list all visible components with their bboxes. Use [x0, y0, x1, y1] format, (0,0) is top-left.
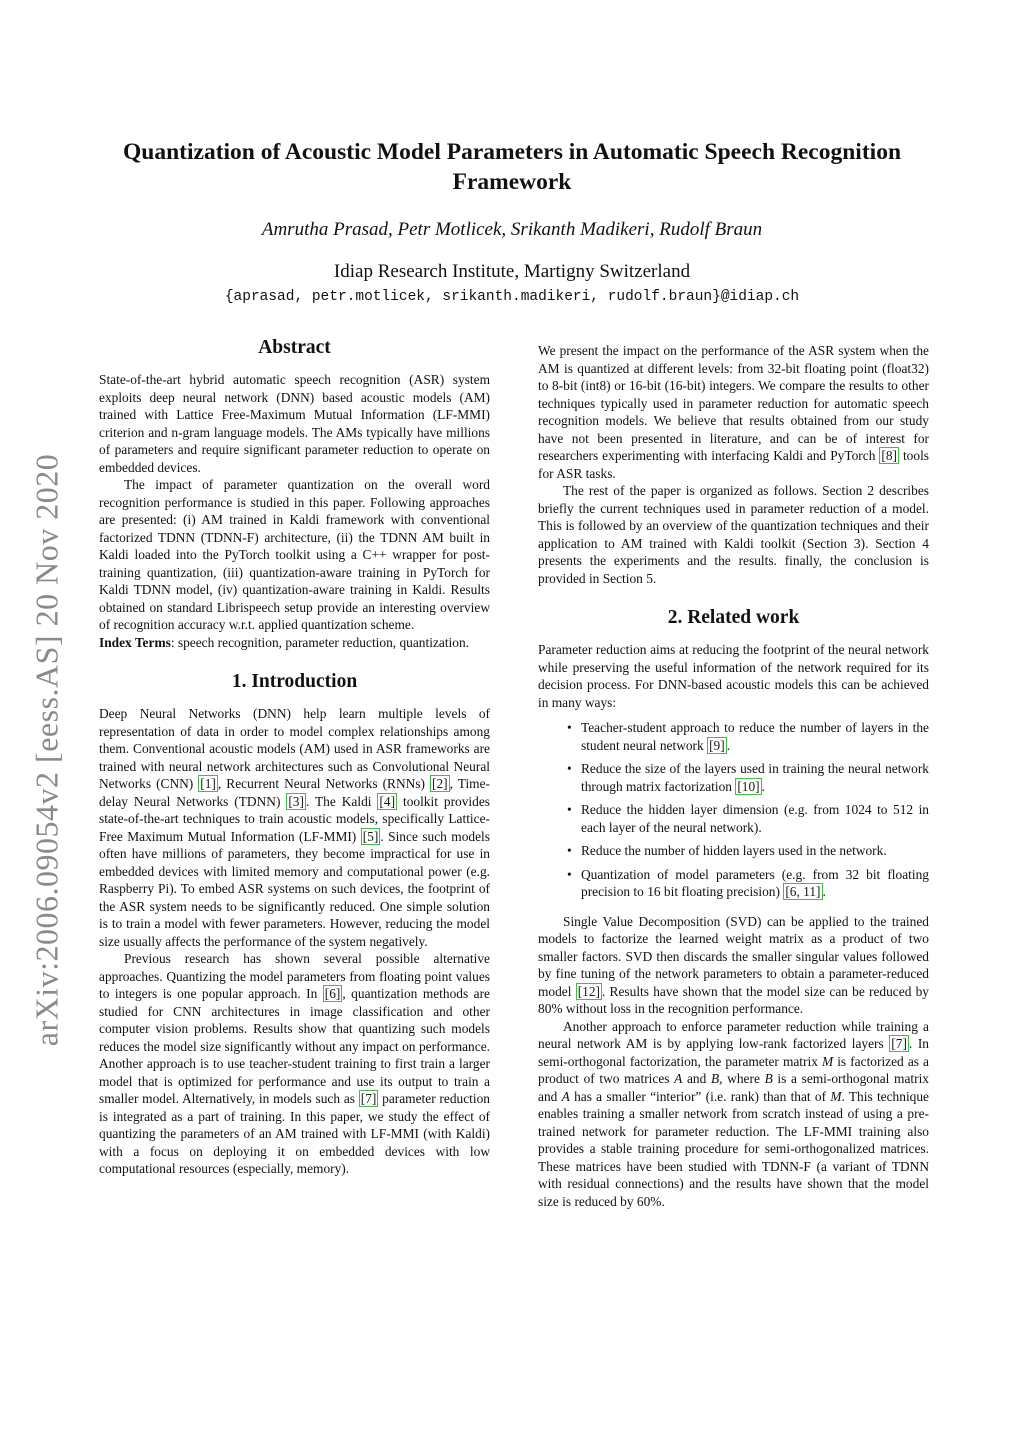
index-terms-label: Index Terms: [99, 634, 171, 650]
citation-link[interactable]: [6]: [324, 986, 341, 1001]
intro-continued-paragraph-2: The rest of the paper is organized as follows. Section 2 describes briefly the current techniques used in parameter reduction of a model. This is followed by an overview of the quantization techniques and their application to AM trained with Kaldi toolkit (Section 3). Section 4 presents the experiments and the results. finally, the conclusion is provided in Section 5.: [538, 483, 929, 586]
intro-continued-paragraph-1: We present the impact on the performance of the ASR system when the AM is quantized at different levels: from 32-bit floating point (float32) to 8-bit (int8) or 16-bit (16-bit) integers. We compare the results to other techniques typically used in parameter reduction for automatic speech recognition models. We believe that results obtained from our study have not been presented in literature, and can be of interest for researchers experimenting with interfacing Kaldi and PyTorch [8] tools for ASR tasks.: [538, 343, 930, 481]
citation-link[interactable]: [6, 11]: [785, 884, 821, 899]
author-list: Amrutha Prasad, Petr Motlicek, Srikanth Madikeri, Rudolf Braun: [261, 219, 763, 240]
citation-link[interactable]: [1]: [200, 776, 216, 791]
intro-paragraph-2: Previous research has shown several possible alternative approaches. Quantizing the model parameters from floating point values to integers is one popular approach. In [6] , quantization methods are studied for CNN architectures in image classification and other computer vision problems. Results show that quantizing such models reduces the model size significantly without any impact on performance. Another approach is to use teacher-student training to first train a larger model that is optimized for performance and use its output to train a smaller model. Alternatively, in models such as [7] parameter reduction is integrated as a part of training. In this paper, we study the effect of quantizing the parameters of an AM trained with LF-MMI (with Kaldi) with a focus on deploying it on embedded devices with low computational resources (especially, memory).: [99, 951, 490, 1176]
related-paragraph-3: Another approach to enforce parameter reduction while training a neural network AM is by applying low-rank factorized layers [7] . In semi-orthogonal factorization, the parameter matrix M is factorized as a product of two matrices A and B, where B is a semi-orthogonal matrix and A has a smaller “interior” (i.e. rank) than that of M. This technique enables training a smaller network from scratch instead of using a pre-trained network for parameter reduction. The LF-MMI training also provides a stable training procedure for semi-orthogonalized matrices. These matrices have been studied with TDNN-F (a variant of TDNN with residual connections) and the results have shown that the model size is reduced by 60%.: [538, 1018, 929, 1209]
citation-link[interactable]: [7]: [360, 1091, 377, 1106]
arxiv-id: arXiv:2006.09054v2 [eess.AS] 20 Nov 2020: [28, 453, 65, 1047]
list-item: • Reduce the hidden layer dimension (e.g. from 1024 to 512 in each layer of the neural network).: [538, 801, 929, 836]
abstract-paragraph-2: The impact of parameter quantization on the overall word recognition performance is studied in this paper. Following approaches are presented: (i) AM trained in Kaldi framework with conventional factorized TDNN (TDNN-F) architecture, (ii) the TDNN AM built in Kaldi loaded into the PyTorch toolkit using a C++ wrapper for post-training quantization, (iii) quantization-aware training in PyTorch for Kaldi TDNN model, (iv) quantization-aware training in Kaldi. Results obtained on standard Librispeech setup provide an interesting overview of recognition accuracy w.r.t. applied quantization scheme.: [99, 477, 490, 632]
introduction-heading: 1. Introduction: [231, 671, 358, 692]
related-paragraph-1: Parameter reduction aims at reducing the footprint of the neural network while preserving the useful information of the network required for its decision process. For DNN-based acoustic models this can be achieved in many ways:: [538, 642, 929, 710]
citation-link[interactable]: [4]: [379, 793, 396, 809]
left-column: [99, 337, 490, 1178]
index-terms-text: : speech recognition, parameter reduction, quantization.: [170, 634, 470, 650]
list-item: • Reduce the size of the layers used in training the neural network through matrix factorization [10] .: [538, 760, 929, 795]
affiliation: Idiap Research Institute, Martigny Switzerland: [333, 261, 691, 282]
abstract-heading: Abstract: [258, 337, 331, 358]
citation-link[interactable]: [9]: [709, 737, 725, 753]
related-paragraph-2: Single Value Decomposition (SVD) can be applied to the trained models to factorize the learned weight matrix as a product of two smaller factors. SVD then discards the smaller singular values followed by fine tuning of the network parameters to obtain a parameter-reduced model [12] . Results have shown that the model size can be reduced by 80% without loss in the recognition performance.: [538, 913, 929, 1016]
citation-link[interactable]: [12]: [577, 983, 600, 999]
related-work-heading: 2. Related work: [667, 607, 800, 628]
arxiv-sidebar-stamp: [22, 430, 72, 1070]
citation-link[interactable]: [2]: [432, 776, 448, 791]
citation-link[interactable]: [10]: [737, 778, 760, 794]
citation-link[interactable]: [8]: [881, 448, 897, 463]
citation-link[interactable]: [7]: [891, 1036, 907, 1051]
index-terms: [99, 634, 490, 652]
right-column: [538, 342, 929, 1210]
paper-title: Quantization of Acoustic Model Parameters in Automatic Speech Recognition Framework: [122, 139, 902, 195]
list-item: • Teacher-student approach to reduce the number of layers in the student neural network [9] .: [538, 719, 929, 754]
list-item: • Quantization of model parameters (e.g. from 32 bit floating precision to 16 bit floating precision) [6, 11] .: [538, 866, 929, 901]
author-emails: {aprasad, petr.motlicek, srikanth.madikeri, rudolf.braun}@idiap.ch: [224, 289, 800, 305]
citation-link[interactable]: [5]: [362, 828, 379, 844]
abstract-paragraph-1: State-of-the-art hybrid automatic speech recognition (ASR) system exploits deep neural network (DNN) based acoustic models (AM) trained with Lattice Free-Maximum Mutual Information (LF-MMI) criterion and n-gram language models. The AMs typically have millions of parameters and require significant parameter reduction to operate on embedded devices.: [99, 372, 490, 475]
intro-paragraph-1: Deep Neural Networks (DNN) help learn multiple levels of representation of data in order to model complex relationships among them. Conventional acoustic models (AM) used in ASR frameworks are trained with neural network architectures such as Convolutional Neural Networks (CNN) [1] , Recurrent Neural Networks (RNNs) [2] , Time-delay Neural Networks (TDNN) [3] . The Kaldi [4] toolkit provides state-of-the-art techniques to train acoustic models, specifically Lattice-Free Maximum Mutual Information (LF-MMI) [5] . Since such models often have millions of parameters, they become impractical for use in embedded devices with limited memory and computational power (e.g. Raspberry Pi). To embed ASR systems on such devices, the footprint of the ASR system needs to be significantly reduced. One simple solution is to train a model with fewer parameters. However, reducing the model size usually affects the performance of the system negatively.: [99, 706, 491, 949]
citation-link[interactable]: [3]: [288, 793, 304, 809]
reduction-methods-list: [538, 719, 929, 901]
list-item: • Reduce the number of hidden layers used in the network.: [538, 842, 929, 860]
